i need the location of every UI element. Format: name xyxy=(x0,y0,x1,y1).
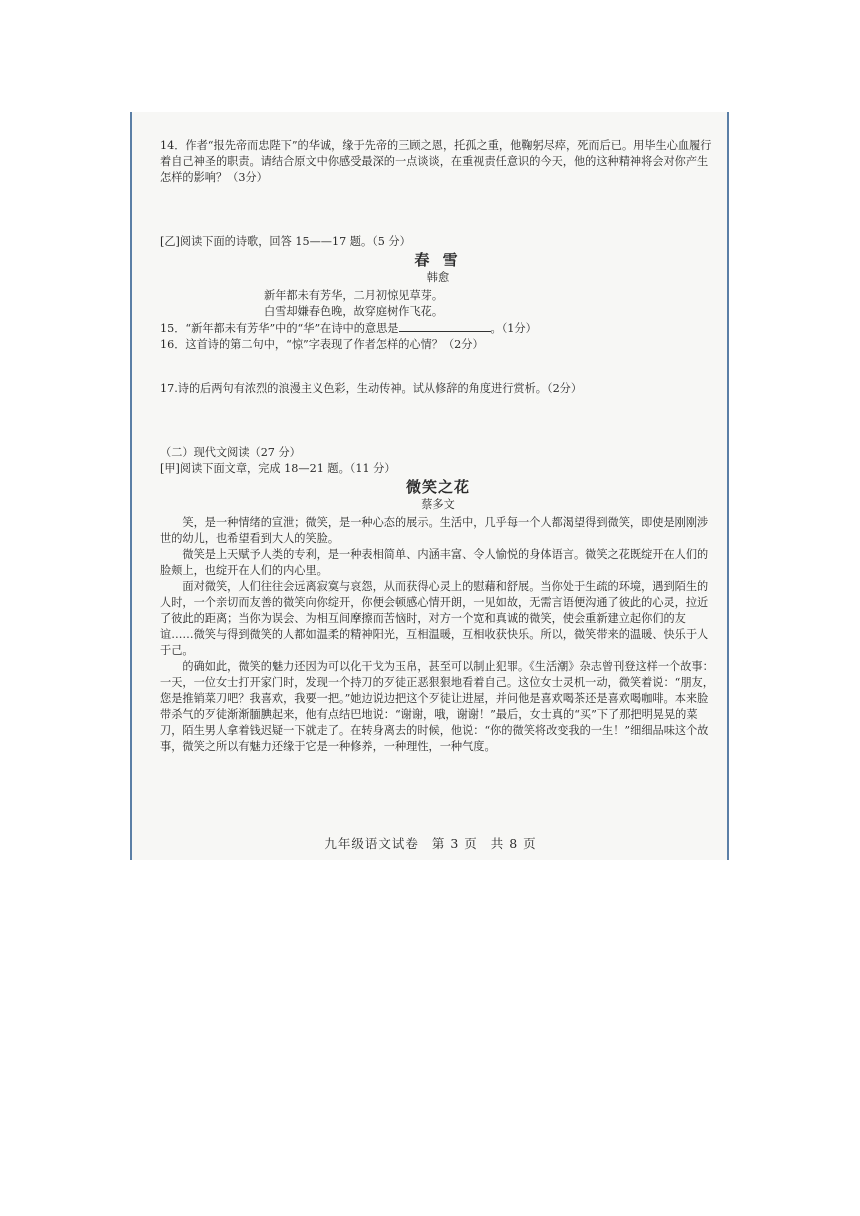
exam-content xyxy=(160,138,716,755)
section-yi-instruction: [乙]阅读下面的诗歌，回答 15——17 题。（5 分） xyxy=(160,235,411,248)
footer-total-pages: 共 8 页 xyxy=(490,836,537,851)
article-title: 微笑之花 xyxy=(405,478,470,496)
article-author: 蔡多文 xyxy=(421,498,455,511)
footer-exam-name: 九年级语文试卷 xyxy=(324,836,419,851)
article-paragraph-1: 笑，是一种情绪的宣泄；微笑，是一种心态的展示。生活中，几乎每一个人都渴望得到微笑，即使是刚刚涉世的幼儿，也希望看到大人的笑脸。 xyxy=(160,516,709,545)
question-15-suffix: 。（1分） xyxy=(490,322,537,335)
question-15 xyxy=(160,320,716,337)
article-paragraph-4: 的确如此，微笑的魅力还因为可以化干戈为玉帛，甚至可以制止犯罪。《生活潮》杂志曾刊登这样一个故事：一天，一位女士打开家门时，发现一个持刀的歹徒正恶狠狠地看着自己。这位女士灵机一动，微笑着说：“朋友，您是推销菜刀吧？我喜欢，我要一把。”她边说边把这个歹徒让进屋，并问他是喜欢喝茶还是喜欢喝咖啡。本来脸带杀气的歹徒渐渐腼腆起来，他有点结巴地说：“谢谢，哦，谢谢！”最后，女士真的“买”下了那把明晃晃的菜刀，陌生男人拿着钱迟疑一下就走了。在转身离去的时候，他说：“你的微笑将改变我的一生！”细细品味这个故事，微笑之所以有魅力还缘于它是一种修养，一种理性，一种气度。 xyxy=(160,660,714,753)
answer-blank-15[interactable] xyxy=(399,320,491,332)
question-15-prefix: 15．“新年都未有芳华”中的“华”在诗中的意思是 xyxy=(160,322,399,335)
poem-line-2: 白雪却嫌春色晚，故穿庭树作飞花。 xyxy=(264,305,444,318)
article-paragraph-3: 面对微笑，人们往往会远离寂寞与哀怨，从而获得心灵上的慰藉和舒展。当你处于生疏的环境，遇到陌生的人时，一个亲切而友善的微笑向你绽开，你便会顿感心情开朗，一见如故，无需言语便沟通了彼此的心灵，拉近了彼此的距离；当你为误会、为相互间摩擦而苦恼时，对方一个宽和真诚的微笑，使会重新建立起你们的友谊……微笑与得到微笑的人都如温柔的精神阳光，互相温暖，互相收获快乐。所以，微笑带来的温暖、快乐于人于己。 xyxy=(160,580,709,657)
poem-author: 韩愈 xyxy=(426,271,450,284)
question-17: 17.诗的后两句有浓烈的浪漫主义色彩，生动传神。试从修辞的角度进行赏析。（2分） xyxy=(160,382,583,395)
article-paragraph-2: 微笑是上天赋予人类的专利，是一种表相简单、内涵丰富、令人愉悦的身体语言。微笑之花既绽开在人们的脸颊上，也绽开在人们的内心里。 xyxy=(160,548,709,577)
footer-page-number: 第 3 页 xyxy=(431,836,478,851)
section-jia-instruction: [甲]阅读下面文章，完成 18—21 题。（11 分） xyxy=(160,462,396,475)
poem-line-1: 新年都未有芳华，二月初惊见草芽。 xyxy=(264,289,444,302)
right-margin-line xyxy=(727,112,729,860)
question-16: 16．这首诗的第二句中，“惊”字表现了作者怎样的心情？（2分） xyxy=(160,338,484,351)
page-footer xyxy=(132,834,729,852)
section-modern-reading: （二）现代文阅读（27 分） xyxy=(160,446,301,459)
poem-title: 春 雪 xyxy=(414,251,462,269)
question-14: 14．作者“报先帝而忠陛下”的华诚，缘于先帝的三顾之恩，托孤之重，他鞠躬尽瘁，死而后已。用毕生心血履行着自己神圣的职责。请结合原文中你感受最深的一点谈谈，在重视责任意识的今天，他的这种精神将会对你产生怎样的影响？（3分） xyxy=(160,139,712,184)
left-margin-line xyxy=(130,112,132,860)
